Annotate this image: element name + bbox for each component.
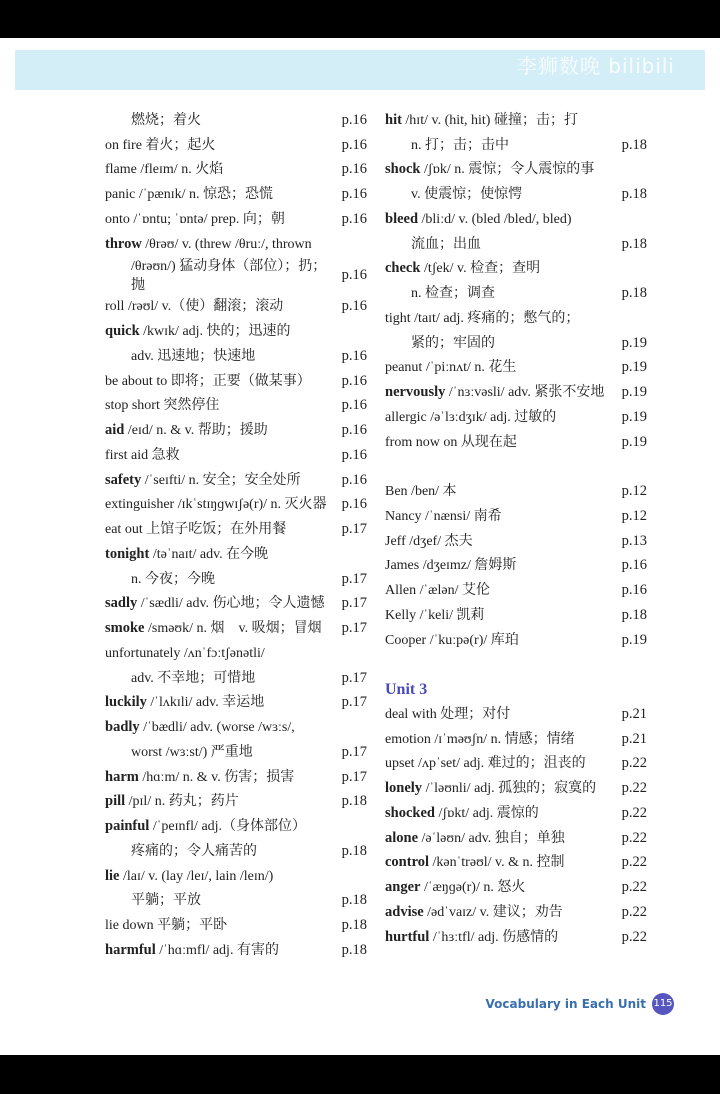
entry-text xyxy=(105,160,336,179)
page-reference: p.16 xyxy=(341,111,367,128)
page-reference: p.17 xyxy=(341,669,367,686)
headword: lonely xyxy=(385,780,423,797)
vocab-entry-line xyxy=(105,418,367,443)
entry-definition: eat out 上馆子吃饭；在外用餐 xyxy=(105,522,287,538)
headword: badly xyxy=(105,719,140,736)
vocab-entry-line xyxy=(385,504,647,529)
entry-text xyxy=(385,111,641,130)
page-reference: p.16 xyxy=(341,471,367,488)
entry-text xyxy=(385,408,616,427)
page-reference: p.16 xyxy=(341,267,367,283)
headword: anger xyxy=(385,879,421,896)
entry-definition: upset /ʌpˈset/ adj. 难过的；沮丧的 xyxy=(385,756,586,772)
entry-text xyxy=(385,259,641,278)
entry-definition: /bliːd/ v. (bled /bled/, bled) xyxy=(418,211,572,227)
page-reference: p.16 xyxy=(621,582,647,599)
vocab-entry-line xyxy=(385,653,647,678)
entry-text xyxy=(105,495,336,514)
entry-text xyxy=(105,594,336,613)
entry-text xyxy=(385,284,616,303)
vocab-entry-line xyxy=(105,715,367,740)
page-reference: p.19 xyxy=(621,359,647,376)
page-reference: p.19 xyxy=(621,631,647,648)
entry-definition: /hɪt/ v. (hit, hit) 碰撞；击；打 xyxy=(401,112,578,128)
watermark: 李狮数晚 bilibili xyxy=(516,54,675,78)
vocab-entry-line xyxy=(385,182,647,207)
entry-text xyxy=(105,941,336,960)
page-reference: p.13 xyxy=(621,532,647,549)
vocab-entry-line xyxy=(105,765,367,790)
page-reference: p.18 xyxy=(341,842,367,859)
headword: quick xyxy=(105,323,140,340)
entry-definition: /tʃek/ v. 检查；查明 xyxy=(420,261,541,277)
entry-text xyxy=(385,185,616,204)
vocab-entry-line xyxy=(385,875,647,900)
entry-definition: unfortunately /ʌnˈfɔːtʃənətli/ xyxy=(105,645,265,661)
headword: alone xyxy=(385,829,419,846)
entry-definition: /laɪ/ v. (lay /leɪ/, lain /leɪn/) xyxy=(119,868,274,884)
vocab-entry-line xyxy=(105,740,367,765)
page-reference: p.18 xyxy=(341,793,367,810)
vocab-entry-line xyxy=(105,232,367,257)
entry-definition: n. 今夜；今晚 xyxy=(131,571,215,587)
entry-text xyxy=(385,482,616,501)
vocab-entry-line xyxy=(105,158,367,183)
entry-definition: Kelly /ˈkeli/ 凯莉 xyxy=(385,607,485,623)
page-reference: p.18 xyxy=(621,186,647,203)
entry-definition: /sməʊk/ n. 烟 v. 吸烟；冒烟 xyxy=(144,621,322,637)
entry-text xyxy=(385,804,616,823)
entry-text xyxy=(105,669,336,688)
entry-text xyxy=(385,730,616,749)
entry-definition: 流血；出血 xyxy=(411,236,481,252)
entry-definition: /ədˈvaɪz/ v. 建议；劝告 xyxy=(423,904,563,920)
vocab-entry-line xyxy=(105,913,367,938)
headword: shocked xyxy=(385,804,435,821)
entry-text xyxy=(385,136,616,155)
vocab-entry-line xyxy=(385,306,647,331)
vocab-entry-line xyxy=(105,257,367,295)
vocab-entry-line xyxy=(105,889,367,914)
vocab-entry-line xyxy=(385,356,647,381)
vocab-entry-line xyxy=(105,108,367,133)
page-reference: p.18 xyxy=(621,235,647,252)
entry-definition: /pɪl/ n. 药丸；药片 xyxy=(125,794,239,810)
entry-definition: n. 打；击；击中 xyxy=(411,137,509,153)
page-reference: p.12 xyxy=(621,507,647,524)
entry-definition: on fire 着火；起火 xyxy=(105,137,216,153)
entry-text xyxy=(105,718,361,737)
entry-text xyxy=(105,322,361,341)
vocab-entry-line xyxy=(105,616,367,641)
vocab-entry-line xyxy=(105,666,367,691)
page-reference: p.19 xyxy=(621,334,647,351)
headword: advise xyxy=(385,903,424,920)
page-reference: p.17 xyxy=(341,521,367,538)
entry-definition: roll /rəʊl/ v.（使）翻滚；滚动 xyxy=(105,299,284,315)
page-reference: p.18 xyxy=(341,892,367,909)
entry-definition: 疼痛的；令人痛苦的 xyxy=(131,843,257,859)
vocab-entry-line xyxy=(105,790,367,815)
headword: hurtful xyxy=(385,928,430,945)
page-reference: p.18 xyxy=(621,285,647,302)
vocab-entry-line xyxy=(105,319,367,344)
headword: painful xyxy=(105,818,150,835)
entry-definition: adv. 不幸地；可惜地 xyxy=(131,670,256,686)
headword: check xyxy=(385,260,421,277)
entry-definition: lie down 平躺；平卧 xyxy=(105,918,228,934)
entry-text xyxy=(385,235,616,254)
vocab-entry-line xyxy=(385,925,647,950)
entry-text xyxy=(385,358,616,377)
entry-definition: /ˈbædli/ adv. (worse /wɜːs/, xyxy=(139,720,295,736)
headword: control xyxy=(385,854,430,871)
page-reference: p.19 xyxy=(621,408,647,425)
entry-definition: extinguisher /ɪkˈstɪŋɡwɪʃə(r)/ n. 灭火器 xyxy=(105,497,327,513)
vocab-entry-line xyxy=(385,479,647,504)
page-reference: p.22 xyxy=(621,854,647,871)
page-reference: p.19 xyxy=(621,384,647,401)
vocab-entry-line xyxy=(385,331,647,356)
vocab-column-left xyxy=(105,108,367,963)
entry-text xyxy=(385,606,616,625)
entry-text xyxy=(105,297,336,316)
entry-text xyxy=(105,867,361,886)
entry-definition: /ˈhɑːmfl/ adj. 有害的 xyxy=(155,942,279,958)
entry-definition: /kwɪk/ adj. 快的；迅速的 xyxy=(139,324,291,340)
headword: luckily xyxy=(105,694,147,711)
vocab-entry-line xyxy=(385,405,647,430)
entry-text xyxy=(385,903,616,922)
entry-definition: James /dʒeɪmz/ 詹姆斯 xyxy=(385,558,517,574)
vocab-entry-line xyxy=(105,814,367,839)
page-reference: p.16 xyxy=(341,161,367,178)
entry-text xyxy=(385,705,616,724)
entry-text xyxy=(105,545,361,564)
entry-text xyxy=(385,556,616,575)
entry-definition: stop short 突然停住 xyxy=(105,398,220,414)
page-reference: p.19 xyxy=(621,433,647,450)
entry-definition: /ˈæŋɡə(r)/ n. 怒火 xyxy=(420,880,526,896)
entry-text xyxy=(105,136,336,155)
entry-definition: /ˈseɪfti/ n. 安全；安全处所 xyxy=(141,472,301,488)
headword: harm xyxy=(105,768,139,785)
entry-definition: 紧的；牢固的 xyxy=(411,335,495,351)
page-reference: p.18 xyxy=(341,941,367,958)
vocab-column-right xyxy=(385,108,647,950)
entry-definition: /eɪd/ n. & v. 帮助；援助 xyxy=(124,423,268,439)
entry-definition: allergic /əˈlɜːdʒɪk/ adj. 过敏的 xyxy=(385,409,557,425)
page-reference: p.12 xyxy=(621,483,647,500)
vocab-entry-line xyxy=(105,344,367,369)
page-reference: p.16 xyxy=(341,496,367,513)
vocab-entry-line xyxy=(385,727,647,752)
entry-definition: /ˈlʌkɪli/ adv. 幸运地 xyxy=(146,695,265,711)
page-reference: p.21 xyxy=(621,730,647,747)
vocab-entry-line xyxy=(105,443,367,468)
page-reference: p.18 xyxy=(621,136,647,153)
entry-text xyxy=(105,768,336,787)
page-reference: p.16 xyxy=(341,422,367,439)
vocab-entry-line xyxy=(105,369,367,394)
page-reference: p.22 xyxy=(621,928,647,945)
page-reference: p.22 xyxy=(621,755,647,772)
vocab-entry-line xyxy=(385,430,647,455)
headword: shock xyxy=(385,161,421,178)
vocab-entry-line xyxy=(105,394,367,419)
vocab-entry-line xyxy=(105,493,367,518)
page-reference: p.17 xyxy=(341,743,367,760)
page-reference: p.16 xyxy=(341,186,367,203)
headword: aid xyxy=(105,422,125,439)
entry-definition: from now on 从现在起 xyxy=(385,434,517,450)
entry-definition: first aid 急救 xyxy=(105,447,180,463)
entry-text xyxy=(105,111,336,130)
entry-definition: flame /fleɪm/ n. 火焰 xyxy=(105,162,224,178)
vocab-entry-line xyxy=(105,839,367,864)
headword: Unit 3 xyxy=(385,680,428,698)
entry-definition: /əˈləʊn/ adv. 独自；单独 xyxy=(418,830,565,846)
page-reference: p.16 xyxy=(341,298,367,315)
entry-text xyxy=(105,743,336,762)
entry-definition: 平躺；平放 xyxy=(131,893,201,909)
footer-title: Vocabulary in Each Unit xyxy=(485,997,646,1011)
entry-definition: /θrəʊn/) 猛动身体（部位）；扔；抛 xyxy=(131,258,327,293)
entry-definition: /θrəʊ/ v. (threw /θruː/, thrown xyxy=(141,236,312,252)
headword: pill xyxy=(105,793,126,810)
vocab-entry-line xyxy=(105,592,367,617)
vocab-entry-line xyxy=(385,207,647,232)
entry-text xyxy=(105,257,336,295)
headword: nervously xyxy=(385,384,446,401)
page-reference: p.16 xyxy=(621,557,647,574)
entry-text xyxy=(385,433,616,452)
headword: throw xyxy=(105,235,142,252)
page-reference: p.17 xyxy=(341,595,367,612)
headword: harmful xyxy=(105,941,156,958)
entry-definition: /hɑːm/ n. & v. 伤害；损害 xyxy=(138,769,295,785)
entry-definition: v. 使震惊；使惊愕 xyxy=(411,187,523,203)
vocab-entry-line xyxy=(105,938,367,963)
vocab-entry-line xyxy=(385,776,647,801)
entry-text xyxy=(385,532,616,551)
vocab-entry-line xyxy=(385,158,647,183)
vocab-entry-line xyxy=(105,182,367,207)
entry-definition: /təˈnaɪt/ adv. 在今晚 xyxy=(149,546,269,562)
entry-definition: /ˈsædli/ adv. 伤心地；令人遗憾 xyxy=(137,596,325,612)
entry-text xyxy=(105,644,361,663)
page-reference: p.22 xyxy=(621,804,647,821)
entry-text xyxy=(385,680,641,700)
vocab-entry-line xyxy=(385,529,647,554)
entry-text xyxy=(385,878,616,897)
page-reference: p.16 xyxy=(341,446,367,463)
entry-definition: /kənˈtrəʊl/ v. & n. 控制 xyxy=(429,855,565,871)
entry-text xyxy=(105,891,336,910)
vocab-entry-line xyxy=(385,900,647,925)
vocab-entry-line xyxy=(105,567,367,592)
entry-definition: /ˈləʊnli/ adj. 孤独的；寂寞的 xyxy=(422,781,597,797)
vocab-entry-line xyxy=(385,257,647,282)
entry-text xyxy=(105,446,336,465)
entry-text xyxy=(385,779,616,798)
entry-text xyxy=(385,383,616,402)
vocab-entry-line xyxy=(385,281,647,306)
entry-definition: Ben /ben/ 本 xyxy=(385,484,457,500)
page-reference: p.21 xyxy=(621,705,647,722)
page-footer xyxy=(486,993,674,1015)
headword: bleed xyxy=(385,210,419,227)
entry-text xyxy=(385,581,616,600)
entry-definition: panic /ˈpænɪk/ n. 惊恐；恐慌 xyxy=(105,187,273,203)
vocab-entry-line xyxy=(105,133,367,158)
page-reference: p.17 xyxy=(341,620,367,637)
page-reference: p.22 xyxy=(621,879,647,896)
vocab-entry-line xyxy=(385,578,647,603)
vocab-entry-line xyxy=(385,232,647,257)
entry-definition: /ˈnɜːvəsli/ adv. 紧张不安地 xyxy=(445,385,605,401)
entry-text xyxy=(385,507,616,526)
textbook-page xyxy=(0,38,720,1055)
entry-text xyxy=(105,817,361,836)
vocab-entry-line xyxy=(385,108,647,133)
vocab-entry-line xyxy=(105,468,367,493)
entry-definition: worst /wɜːst/) 严重地 xyxy=(131,744,253,760)
entry-definition: n. 检查；调查 xyxy=(411,286,495,302)
entry-definition: deal with 处理；对付 xyxy=(385,706,511,722)
headword: smoke xyxy=(105,620,145,637)
entry-text xyxy=(105,916,336,935)
vocab-entry-line xyxy=(385,603,647,628)
vocab-entry-line xyxy=(105,542,367,567)
entry-text xyxy=(105,347,336,366)
entry-definition: peanut /ˈpiːnʌt/ n. 花生 xyxy=(385,360,517,376)
headword: tonight xyxy=(105,545,150,562)
vocab-entry-line xyxy=(105,864,367,889)
page-reference: p.17 xyxy=(341,768,367,785)
page-reference: p.16 xyxy=(341,136,367,153)
page-reference: p.22 xyxy=(621,780,647,797)
entry-definition: Jeff /dʒef/ 杰夫 xyxy=(385,533,473,549)
headword: sadly xyxy=(105,595,138,612)
entry-text xyxy=(385,754,616,773)
entry-text xyxy=(105,520,336,539)
page-reference: p.18 xyxy=(341,917,367,934)
vocab-entry-line xyxy=(385,554,647,579)
entry-definition: /ʃɒk/ n. 震惊；令人震惊的事 xyxy=(420,162,595,178)
page-reference: p.16 xyxy=(341,210,367,227)
page-reference: p.18 xyxy=(621,606,647,623)
vocab-entry-line xyxy=(385,801,647,826)
vocab-entry-line xyxy=(105,295,367,320)
entry-text xyxy=(385,334,616,353)
entry-definition: Allen /ˈælən/ 艾伦 xyxy=(385,583,490,599)
entry-text xyxy=(105,372,336,391)
entry-text xyxy=(105,210,336,229)
page-reference: p.22 xyxy=(621,829,647,846)
page-reference: p.16 xyxy=(341,372,367,389)
entry-text xyxy=(385,928,616,947)
page-reference: p.16 xyxy=(341,347,367,364)
vocab-entry-line xyxy=(105,691,367,716)
entry-text xyxy=(385,853,616,872)
entry-text xyxy=(105,619,336,638)
vocab-entry-line xyxy=(385,702,647,727)
entry-text xyxy=(105,792,336,811)
entry-definition: /ˈpeɪnfl/ adj.（身体部位） xyxy=(149,819,307,835)
vocab-entry-line xyxy=(105,207,367,232)
page-reference: p.22 xyxy=(621,903,647,920)
page-reference: p.17 xyxy=(341,570,367,587)
entry-text xyxy=(385,160,641,179)
headword: hit xyxy=(385,111,402,128)
page-reference: p.17 xyxy=(341,694,367,711)
vocab-entry-line xyxy=(385,628,647,653)
entry-definition: be about to 即将；正要（做某事） xyxy=(105,373,311,389)
page-reference: p.16 xyxy=(341,397,367,414)
vocab-entry-line xyxy=(385,455,647,480)
unit-heading xyxy=(385,677,647,702)
vocab-entry-line xyxy=(385,851,647,876)
entry-text xyxy=(385,829,616,848)
entry-text xyxy=(105,471,336,490)
headword: safety xyxy=(105,471,142,488)
entry-text xyxy=(105,693,336,712)
entry-definition: tight /taɪt/ adj. 疼痛的；憋气的； xyxy=(385,310,580,326)
headword: lie xyxy=(105,867,120,884)
entry-text xyxy=(105,421,336,440)
entry-text xyxy=(105,570,336,589)
entry-definition: onto /ˈɒntu; ˈɒntə/ prep. 向；朝 xyxy=(105,211,285,227)
entry-definition: adv. 迅速地；快速地 xyxy=(131,348,256,364)
entry-text xyxy=(105,235,361,254)
vocab-entry-line xyxy=(105,517,367,542)
vocab-entry-line xyxy=(385,826,647,851)
entry-definition: Cooper /ˈkuːpə(r)/ 库珀 xyxy=(385,632,519,648)
entry-text xyxy=(385,210,641,229)
vocab-entry-line xyxy=(385,752,647,777)
vocab-entry-line xyxy=(385,133,647,158)
vocab-entry-line xyxy=(105,641,367,666)
header-band xyxy=(15,50,705,90)
entry-text xyxy=(385,631,616,650)
entry-definition: /ʃɒkt/ adj. 震惊的 xyxy=(434,805,539,821)
entry-text xyxy=(105,396,336,415)
entry-definition: emotion /ɪˈməʊʃn/ n. 情感；情绪 xyxy=(385,731,575,747)
entry-text xyxy=(105,185,336,204)
entry-text xyxy=(105,842,336,861)
entry-definition: /ˈhɜːtfl/ adj. 伤感情的 xyxy=(429,929,559,945)
entry-text xyxy=(385,309,641,328)
page-number-badge: 115 xyxy=(652,993,674,1015)
vocab-entry-line xyxy=(385,380,647,405)
entry-definition: Nancy /ˈnænsi/ 南希 xyxy=(385,508,502,524)
entry-definition: 燃烧；着火 xyxy=(131,112,201,128)
